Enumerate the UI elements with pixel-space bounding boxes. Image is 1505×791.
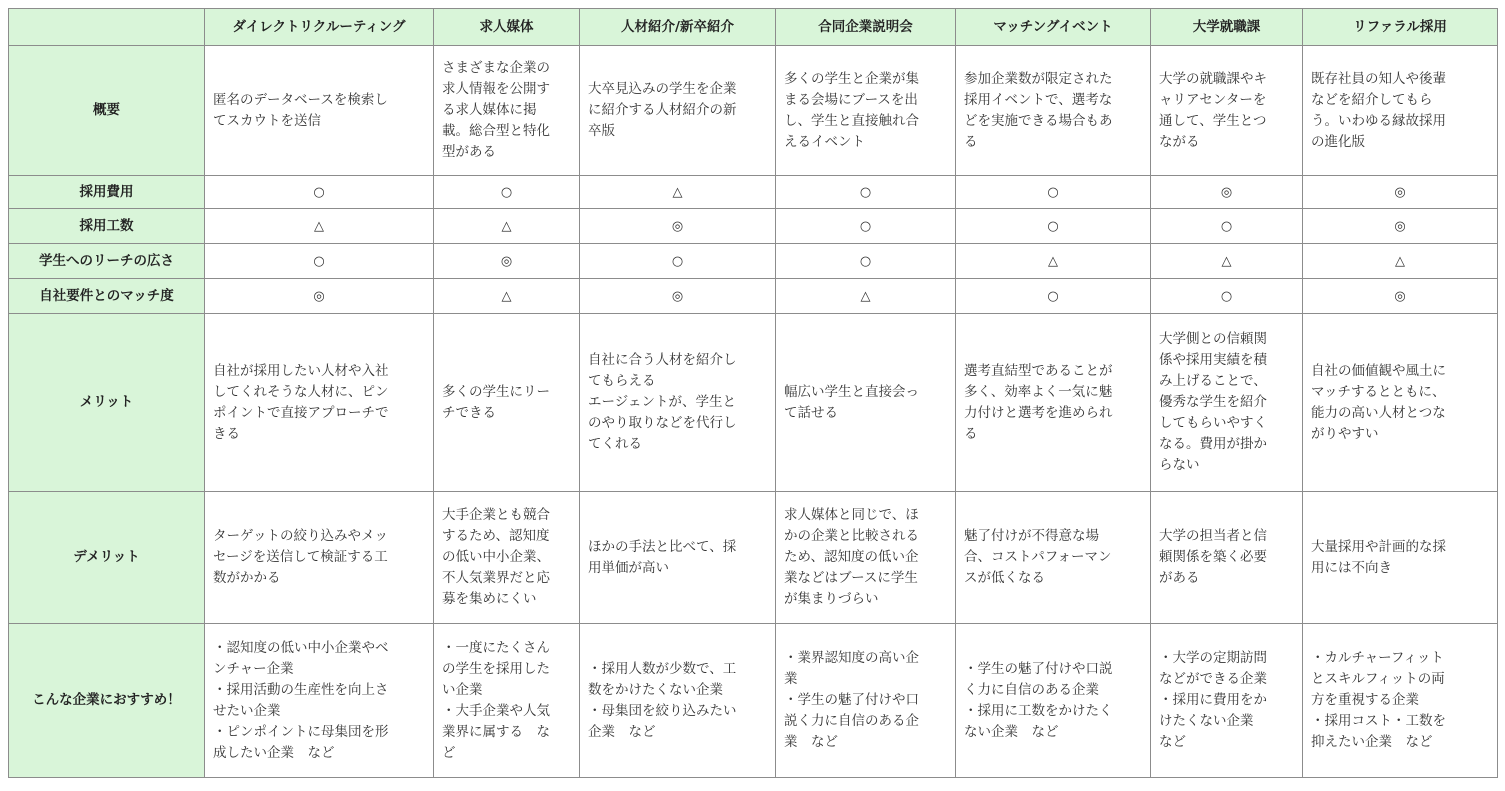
rating-symbol: △ [1303, 244, 1498, 279]
table-cell [1151, 46, 1303, 176]
table-row-overview [9, 46, 1498, 176]
rating-symbol: △ [205, 209, 434, 244]
cell-text: ・カルチャーフィット とスキルフィットの両 方を重視する企業 ・採用コスト・工数を 抑えたい企業 など [1311, 650, 1446, 750]
rating-symbol: ○ [1151, 209, 1303, 244]
column-header: ダイレクトリクルーティング [205, 9, 434, 46]
rating-symbol: ○ [205, 244, 434, 279]
rating-symbol: ○ [580, 244, 776, 279]
cell-text: ・認知度の低い中小企業やベ ンチャー企業 ・採用活動の生産性を向上さ せたい企業 ・ピンポイントに母集団を形 成したい企業 など [213, 639, 389, 761]
cell-text: 自社の価値観や風土に マッチするとともに、 能力の高い人材とつな がりやすい [1311, 362, 1446, 442]
rating-symbol: ○ [205, 176, 434, 209]
table-cell [1151, 624, 1303, 778]
cell-text: 大卒見込みの学生を企業 に紹介する人材紹介の新 卒版 [588, 81, 737, 139]
header-row [9, 9, 1498, 46]
table-row-reach [9, 244, 1498, 279]
rating-symbol: ○ [1151, 279, 1303, 314]
cell-text: 大量採用や計画的な採 用には不向き [1311, 538, 1446, 576]
rating-symbol: △ [580, 176, 776, 209]
corner-cell [9, 9, 205, 46]
cell-text: ・大学の定期訪問 などができる企業 ・採用に費用をか けたくない企業 など [1159, 650, 1267, 750]
cell-text: 参加企業数が限定された 採用イベントで、選考な どを実施できる場合もあ る [964, 70, 1113, 150]
cell-text: 自社が採用したい人材や入社 してくれそうな人材に、ピン ポイントで直接アプローチで きる [213, 362, 389, 442]
cell-text: 選考直結型であることが 多く、効率よく一気に魅 力付けと選考を進められ る [964, 362, 1113, 442]
column-header: マッチングイベント [956, 9, 1151, 46]
cell-text: ターゲットの絞り込みやメッ セージを送信して検証する工 数がかかる [213, 528, 388, 586]
table-cell [956, 492, 1151, 624]
cell-text: 求人媒体と同じで、ほ かの企業と比較される ため、認知度の低い企 業などはブースに学生 が集まりづらい [784, 507, 919, 607]
cell-text: ・一度にたくさん の学生を採用した い企業 ・大手企業や人気 業界に属する な ど [442, 639, 550, 761]
table-cell [205, 46, 434, 176]
rating-symbol: ◎ [1151, 176, 1303, 209]
rating-symbol: ○ [434, 176, 580, 209]
table-cell [1303, 46, 1498, 176]
table-row-demerit [9, 492, 1498, 624]
cell-text: 自社に合う人材を紹介し てもらえる エージェントが、学生と のやり取りなどを代行し てくれる [588, 352, 737, 452]
cell-text: 大学側との信頼関 係や採用実績を積 み上げることで、 優秀な学生を紹介 してもらいやすく なる。費用が掛か らない [1159, 331, 1267, 473]
cell-text: 大手企業とも競合 するため、認知度 の低い中小企業、 不人気業界だと応 募を集めにくい [442, 507, 550, 607]
rating-symbol: ◎ [1303, 176, 1498, 209]
table-cell [434, 624, 580, 778]
rating-symbol: ◎ [205, 279, 434, 314]
table-cell [1151, 314, 1303, 492]
row-header: こんな企業におすすめ！ [9, 624, 205, 778]
recruitment-methods-comparison-table [8, 8, 1498, 778]
cell-text: 匿名のデータベースを検索し てスカウトを送信 [213, 91, 388, 129]
cell-text: 多くの学生にリー チできる [442, 383, 550, 421]
rating-symbol: ◎ [580, 209, 776, 244]
table-cell [205, 492, 434, 624]
rating-symbol: ◎ [580, 279, 776, 314]
table-row-merit [9, 314, 1498, 492]
column-header: 人材紹介/新卒紹介 [580, 9, 776, 46]
cell-text: 幅広い学生と直接会っ て話せる [784, 383, 919, 421]
row-header: メリット [9, 314, 205, 492]
column-header: 合同企業説明会 [776, 9, 956, 46]
table-cell [776, 492, 956, 624]
table-cell [956, 46, 1151, 176]
table-cell [434, 492, 580, 624]
table-cell [205, 624, 434, 778]
table-cell [776, 46, 956, 176]
cell-text: ・採用人数が少数で、工 数をかけたくない企業 ・母集団を絞り込みたい 企業 など [588, 660, 737, 740]
rating-symbol: ◎ [1303, 279, 1498, 314]
rating-symbol: △ [956, 244, 1151, 279]
cell-text: 大学の就職課やキ ャリアセンターを 通して、学生とつ ながる [1159, 70, 1267, 150]
table-cell [1303, 624, 1498, 778]
rating-symbol: △ [434, 279, 580, 314]
table-cell [776, 314, 956, 492]
rating-symbol: ◎ [434, 244, 580, 279]
table-cell [580, 492, 776, 624]
rating-symbol: △ [434, 209, 580, 244]
cell-text: ・業界認知度の高い企 業 ・学生の魅了付けや口 説く力に自信のある企 業 など [784, 650, 919, 750]
table-cell [580, 624, 776, 778]
cell-text: 多くの学生と企業が集 まる会場にブースを出 し、学生と直接触れ合 えるイベント [784, 70, 919, 150]
rating-symbol: ○ [956, 279, 1151, 314]
row-header: 自社要件とのマッチ度 [9, 279, 205, 314]
table-cell [1303, 314, 1498, 492]
rating-symbol: △ [776, 279, 956, 314]
column-header: リファラル採用 [1303, 9, 1498, 46]
table-cell [1151, 492, 1303, 624]
rating-symbol: ○ [776, 209, 956, 244]
cell-text: さまざまな企業の 求人情報を公開す る求人媒体に掲 載。総合型と特化 型がある [442, 60, 550, 160]
cell-text: 既存社員の知人や後輩 などを紹介してもら う。いわゆる縁故採用 の進化版 [1311, 70, 1446, 150]
table-cell [434, 46, 580, 176]
table-row-cost [9, 176, 1498, 209]
rating-symbol: △ [1151, 244, 1303, 279]
row-header: デメリット [9, 492, 205, 624]
table-row-match [9, 279, 1498, 314]
table-cell [956, 624, 1151, 778]
rating-symbol: ○ [956, 209, 1151, 244]
row-header: 採用工数 [9, 209, 205, 244]
table-cell [580, 46, 776, 176]
table-row-recommended [9, 624, 1498, 778]
row-header: 概要 [9, 46, 205, 176]
table-cell [580, 314, 776, 492]
table-row-effort [9, 209, 1498, 244]
table-cell [434, 314, 580, 492]
cell-text: 大学の担当者と信 頼関係を築く必要 がある [1159, 528, 1267, 586]
rating-symbol: ○ [956, 176, 1151, 209]
table-cell [776, 624, 956, 778]
cell-text: ・学生の魅了付けや口説 く力に自信のある企業 ・採用に工数をかけたく ない企業 など [964, 660, 1113, 740]
column-header: 求人媒体 [434, 9, 580, 46]
row-header: 学生へのリーチの広さ [9, 244, 205, 279]
table-cell [1303, 492, 1498, 624]
cell-text: 魅了付けが不得意な場 合、コストパフォーマン スが低くなる [964, 528, 1112, 586]
column-header: 大学就職課 [1151, 9, 1303, 46]
cell-text: ほかの手法と比べて、採 用単価が高い [588, 538, 737, 576]
rating-symbol: ○ [776, 244, 956, 279]
table-cell [205, 314, 434, 492]
rating-symbol: ○ [776, 176, 956, 209]
table-cell [956, 314, 1151, 492]
rating-symbol: ◎ [1303, 209, 1498, 244]
row-header: 採用費用 [9, 176, 205, 209]
